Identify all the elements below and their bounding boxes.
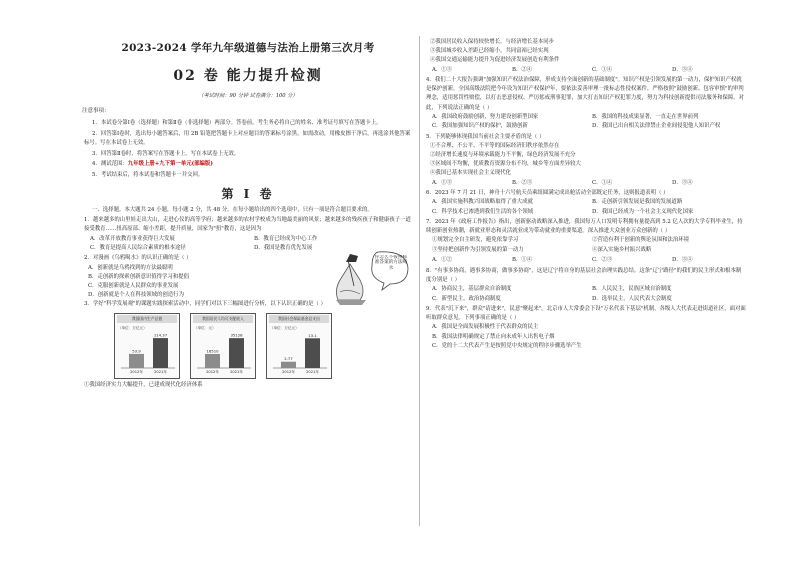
- question-4-option-a[interactable]: A．我国政府鼓励创新，努力建设创新型国家: [432, 113, 539, 120]
- chart-category-label: 2021年: [154, 369, 167, 374]
- question-5-statement-1: ①不合理、不公平、不平等的国际经济旧秩序依然存在: [430, 142, 560, 149]
- question-3-option-b[interactable]: B．②④: [512, 66, 533, 73]
- question-7-option-c[interactable]: C．②③: [592, 257, 613, 264]
- question-3-statement-1: ①我国经济实力大幅提升，已建成现代化经济体系: [84, 381, 203, 388]
- jar-shape: [336, 264, 363, 300]
- chart-bar: [129, 354, 144, 368]
- question-3-option-d[interactable]: D．③④: [672, 66, 693, 73]
- question-9-option-c[interactable]: C．党的十二大代表产生是按照党中央规定的程序步骤选举产生: [432, 343, 582, 350]
- section-title: 第 I 卷: [221, 187, 275, 202]
- column-divider: [419, 36, 420, 526]
- question-3-statement-2: ②我国居民收入保持较快增长，与经济增长基本同步: [430, 39, 554, 45]
- question-7-option-a[interactable]: A．①②: [432, 257, 453, 264]
- question-7-statement-1: ①规划完全自主研发，避免依靠学习: [432, 237, 519, 244]
- notice-item-2: 2．回答第Ⅰ卷时，选出每小题答案后，用 2B 铅笔把答题卡上对应题目的答案标号涂黑。如需改动，用橡皮擦干净后，再选涂其他答案标号。写在本试卷上无效。: [84, 130, 411, 146]
- question-5-option-a[interactable]: A．①③: [432, 179, 453, 186]
- crow-shape: [346, 254, 358, 262]
- question-2-stem: 2．对漫画《乌鸦喝水》的认识正确的是（ ）: [84, 255, 192, 262]
- question-1-option-d[interactable]: D．我国是教育优先发展: [254, 245, 313, 252]
- question-7-statement-3: ③坚持把创新作为引领发展的第一动力: [432, 246, 524, 253]
- question-5-option-b[interactable]: B．②③: [512, 179, 533, 186]
- cartoon-caption: 你怎么不按照标准答案的方法喝水: [374, 255, 408, 272]
- chart-category-label: 2012年: [282, 369, 295, 374]
- chart-category-label: 2021年: [230, 369, 243, 374]
- chart-data-label: 16510: [206, 348, 219, 354]
- question-3-options: [426, 66, 746, 75]
- notice-item-4: [84, 160, 412, 169]
- chart-unit-label: （单位：万亿元）: [270, 325, 299, 330]
- question-3-stem: 3．学好"科学发展观"的课题实践探索活动中，同学们对以下三幅图进行分析，以下认识正确的是（ ）: [84, 301, 326, 308]
- question-7-options: [426, 256, 746, 265]
- chart-gdp-svg: [115, 322, 179, 376]
- notice-item-1: 1．本试卷分第Ⅰ卷（选择题）和第Ⅱ卷（非选择题）两部分。答卷前，考生务必将自己的姓名、准考证号填写在答题卡上。: [92, 120, 382, 126]
- question-3-statement-3: ③我国城乡收入差距已经缩小，共同富裕已经实现: [430, 48, 549, 55]
- chart-data-label: 114.37: [153, 332, 168, 338]
- question-8-option-d[interactable]: D．选举民主，人民代表大会制度: [592, 295, 672, 302]
- question-8-options: [426, 285, 746, 304]
- question-8-option-b[interactable]: B．人民民主，民族区域自治制度: [592, 286, 672, 293]
- question-5-option-d[interactable]: D．③④: [672, 179, 693, 186]
- paper-info: （考试时间：90 分钟 试卷满分：100 分）: [198, 93, 298, 99]
- question-2-option-c[interactable]: C．克服创新就是人民群众的事业发展: [88, 283, 179, 290]
- question-4-stem: 4．我们二十大报告强调"加强知识产权法治保障，形成支持全面创新的基础制度"。知识产权是引领发展的第一动力，保护知识产权就是保护创新。全国高级法院把今年设为知识产权保护年，要依法妥善审理一批标志性侵权案件，严格按照"鼓励创新、包容审慎"的审判理念，适用惩罚性赔偿，以打击恶意侵权、严厉惩戒刑事犯罪，加大打击知识产权犯罪力度，努力为科技创新提供司法服务和保障。对此，下列说法正确的是（ ）: [426, 77, 745, 111]
- question-6-stem: 6．2023 年 7 月 21 日，神舟十六号航天员乘组圆满完成出舱活动全部既定任务，这则报道表明（ ）: [426, 190, 669, 197]
- question-9-option-a[interactable]: A．我国是全面发展积极性于代表群众的民主: [432, 324, 539, 331]
- notice-item-3: 3．回答第Ⅱ卷时，将答案写在答题卡上。写在本试卷上无效。: [92, 150, 240, 157]
- question-2-option-a[interactable]: A．创新就是乌鸦找到的方法最聪明: [88, 264, 173, 271]
- question-1-option-a[interactable]: A．改革开放教育事业获得巨大发展: [90, 235, 175, 242]
- chart-category-label: 2012年: [130, 369, 143, 374]
- question-3-statement-4: ④我国交通运输能力提升为促进经济发展创造有利条件: [430, 57, 560, 64]
- notice-item-4-prefix: 4．测试范围：: [92, 161, 128, 168]
- question-1-option-c[interactable]: C．教育是提高人民综合素质的根本途径: [90, 245, 186, 252]
- chart-data-label: 53.9: [132, 348, 141, 354]
- question-6-option-a[interactable]: A．我国实施科教兴国战略取得了重大成就: [432, 199, 533, 206]
- right-column: [426, 38, 746, 353]
- question-5-statement-4: ④我国已基本实现社会主义现代化: [430, 170, 511, 177]
- question-8-option-c[interactable]: C．新型民主，政治协商制度: [432, 295, 501, 302]
- question-7-statement-4: ④深入实施乡村振兴战略: [592, 246, 652, 253]
- notice-title: 注意事项：: [82, 108, 110, 114]
- question-6-options: [426, 198, 746, 217]
- crow-drinking-water-cartoon: [330, 250, 410, 306]
- question-2: [84, 254, 412, 300]
- chart-data-label: 2.77: [284, 355, 293, 361]
- question-5-options: [426, 179, 746, 188]
- question-7-stem: 7．2023 年《政府工作报告》指出，创新驱动战略深入推进，我国每万人口发明专利拥有量提高到 5.2 亿人次的大学专科毕业生，持续创新创业热潮，新就业形态和灵活就业成为带动就业的重要渠道。深入推进大众创业万众创新的（ ）: [426, 219, 743, 235]
- question-7-option-d[interactable]: D．③④: [672, 257, 693, 264]
- chart-data-label: 35128: [230, 332, 243, 338]
- chart-insurance: [266, 313, 332, 379]
- chart-unit-label: （单位：元）: [194, 325, 216, 330]
- question-3-option-a[interactable]: A．①③: [432, 66, 453, 73]
- question-4-option-c[interactable]: C．我国加强知识产权的保护，鼓励创新: [432, 123, 528, 130]
- question-9-options: [426, 323, 746, 351]
- question-4-options: [426, 113, 746, 132]
- question-8-option-a[interactable]: A．协商民主，基层群众自治制度: [432, 286, 512, 293]
- chart-data-label: 13.1: [308, 332, 317, 338]
- chart-bar: [205, 354, 220, 368]
- section-intro: 一、选择题。本大题共 24 小题，每小题 2 分，共 48 分。在每小题给出的四个选项中，只有一项是符合题目要求的。: [92, 207, 373, 214]
- question-5-statement-2: ②经济增长速度与环境承载能力不平衡，绿色经济发展不充分: [430, 152, 576, 159]
- question-6-option-d[interactable]: D．我国已经成为一个社会主义现代化国家: [592, 208, 694, 215]
- question-2-option-b[interactable]: B．走创新的探索创新意识值得学习和提倡: [88, 273, 189, 280]
- question-1-option-b[interactable]: B．教育已经成为中心工作: [254, 235, 318, 242]
- chart-income-svg: [191, 322, 255, 376]
- question-1-stem: 1．越来越多的山里娃走出大山，走进心仪的高等学府；越来越多的农村学校成为当地最美丽的风景；越来越多的残疾孩子和健康孩子一道接受教育……扭高原部、缩小差距，提升质量，国家为"扭"教育，这是因为: [84, 217, 411, 233]
- chart-income-title: 我国居民人均可支配收入: [193, 315, 253, 323]
- question-5-statement-3: ③区域间不均衡，优质教育资源分布不均，城乡等方面差异较大: [430, 161, 581, 168]
- question-4-option-d[interactable]: D．我国已出台相关法律禁止企业间侵犯他人知识产权: [592, 123, 721, 130]
- chart-gdp-title: 我国国内生产总值: [117, 315, 177, 323]
- question-2-option-d[interactable]: D．创新就是个人在科技领域的创造行为: [88, 292, 184, 299]
- chart-income: [190, 313, 256, 379]
- chart-insurance-svg: [267, 322, 331, 376]
- question-3-charts: [114, 313, 412, 379]
- chart-unit-label: （单位：万亿元）: [118, 325, 147, 330]
- question-9-stem: 9．代表"沉下来"，群众"请进来"，民意"聚起来"。北京市人大常委会下设"万名代表下基层"机制，各级人大代表走进街道社区，面对面听取群众意见。下列事项正确的是（ ）: [426, 305, 746, 322]
- test-scope: 九年级上册+九下第一单元(部编版): [127, 161, 213, 168]
- chart-bar: [281, 361, 296, 367]
- question-7-option-b[interactable]: B．①④: [512, 257, 533, 264]
- question-5-stem: 5．下列能够体现我国当前社会主要矛盾的是（ ）: [426, 133, 545, 140]
- exam-title: 2023-2024 学年九年级道德与法治上册第三次月考: [121, 42, 375, 54]
- question-8-stem: 8．"有事多协商，遇事多协商，做事多协商"，这是辽宁将自身的基层社会治理实践总结。这条"辽宁路径"的我们的民主形式和根本制度分别是（ ）: [426, 267, 742, 283]
- chart-bar: [153, 338, 168, 368]
- table-shape: [336, 300, 366, 305]
- chart-bar: [305, 338, 320, 368]
- paper-title: 02 卷 能力提升检测: [173, 68, 323, 84]
- chart-bar: [229, 338, 244, 368]
- question-7-statements: [426, 236, 746, 255]
- question-4-option-b[interactable]: B．我国的科技成果显著，一直走在世界前列: [592, 113, 699, 120]
- question-7-statement-2: ②营造有利于创新的舆论氛围和法治环境: [592, 237, 690, 244]
- question-9-option-b[interactable]: B．我国法律明确规定了禁止向未成年人出售电子烟: [432, 333, 555, 340]
- chart-category-label: 2012年: [206, 369, 219, 374]
- chart-category-label: 2021年: [306, 369, 319, 374]
- question-6-option-c[interactable]: C．科学技术已渗透到我们生活的各个领域: [432, 208, 534, 215]
- chart-insurance-title: 我国社会保险基金总支出: [269, 315, 329, 323]
- question-3-option-c[interactable]: C．①④: [592, 66, 613, 73]
- notice-item-5: 5．考试结束后，将本试卷和答题卡一并交回。: [92, 172, 204, 179]
- chart-gdp: [114, 313, 180, 379]
- left-column: [84, 36, 412, 390]
- question-6-option-b[interactable]: B．走创新引领发展是我国的发展道路: [592, 199, 683, 206]
- question-5-option-c[interactable]: C．①④: [592, 179, 613, 186]
